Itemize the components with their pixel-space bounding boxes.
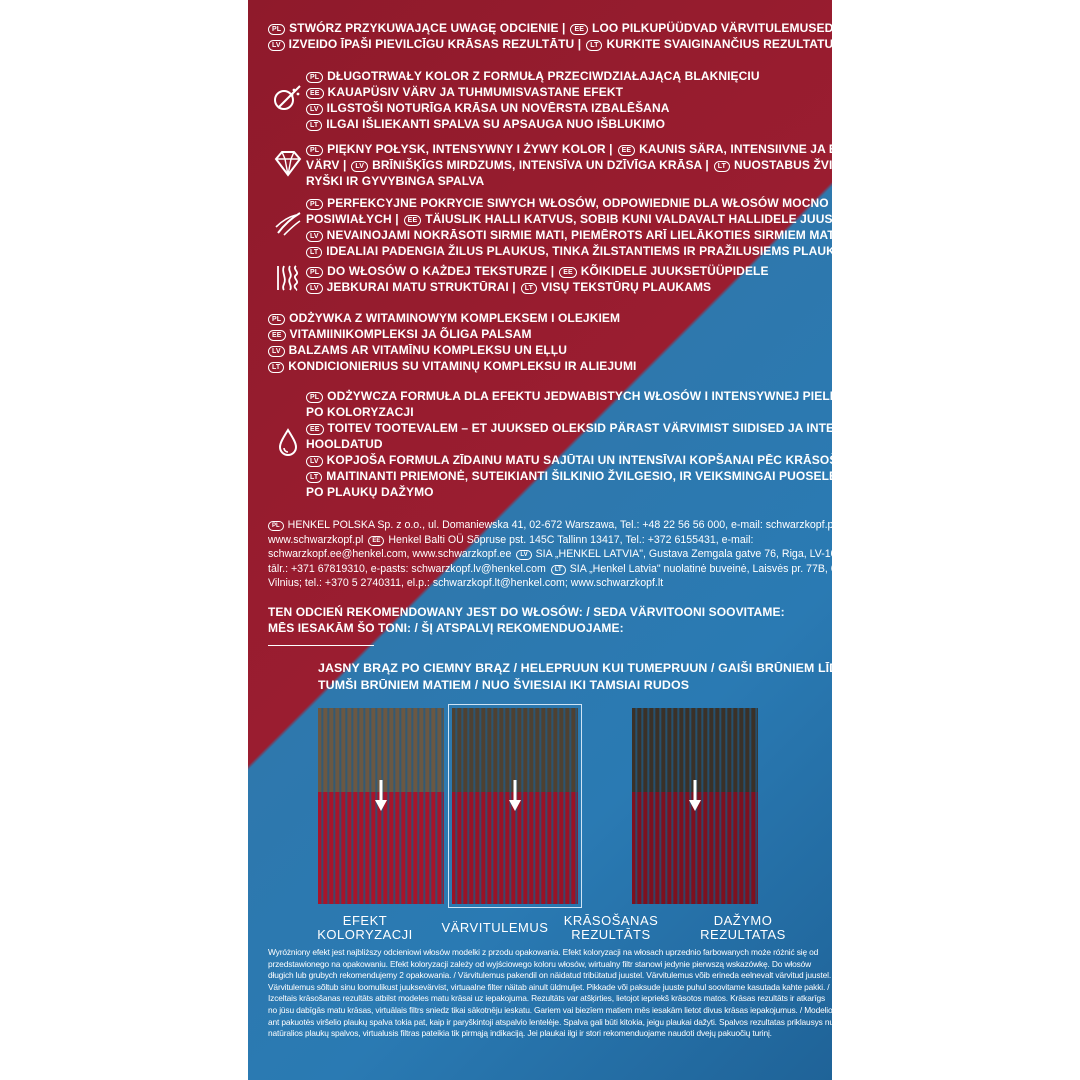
address-line [268,562,861,577]
text-segment: VISŲ TEKSTŪRŲ PLAUKAMS [540,280,712,294]
text-segment: HENKEL POLSKA Sp. z o.o., ul. Domaniewska 41, 02-672 Warszawa, Tel.: +48 22 56 56 000, e-mail: schwarzkopf.pl@henkel.com, [287,519,904,531]
language-badge: EE [268,330,286,341]
feature-line [306,84,765,100]
feature-line [306,141,890,157]
language-badge: LT [586,40,602,51]
headline [268,20,846,52]
language-badge: LT [551,565,566,575]
recommend-heading [268,604,785,636]
feature-line [306,116,765,132]
care-line [306,420,901,436]
drop-icon [270,424,306,460]
care-line [306,484,901,500]
text-segment: NEVAINOJAMI NOKRĀSOTI SIRMIE MATI, PIEMĒROTS ARĪ LIELĀKOTIES SIRMIEM MATIEM | [326,228,864,242]
language-badge: LT [714,161,730,172]
result-label-line: KRĀSOŠANAS [563,913,659,928]
disclaimer-line: Wyróżniony efekt jest najbliższy odcieniowi włosów modelki z przodu opakowania. Efekt koloryzacji na włosach uprzednio farbowanych może różnić się od [268,947,819,957]
language-badge: PL [306,145,323,156]
result-label [548,914,674,942]
text-segment: Henkel Balti OÜ Sõpruse pst. 145C Tallinn 13417, Tel.: +372 6155431, e-mail: [388,533,754,546]
care-line [306,468,901,484]
conditioner-line [268,326,641,342]
feature-line [306,243,869,259]
arrow-down-icon [375,780,387,812]
text-segment: DO WŁOSÓW O KAŻDEJ TEKSTURZE | [327,264,555,278]
recommend-line-2: MĒS IESAKĀM ŠO TONI: / ŠĮ ATSPALVĮ REKOMENDUOJAME: [268,621,624,635]
feature-line [306,227,869,243]
feature-line [306,173,890,189]
language-badge: LV [351,161,368,172]
feature-line [306,195,869,211]
text-segment: MAITINANTI PRIEMONĖ, SUTEIKIANTI ŠILKINIO ŽVILGESIO, IR VEIKSMINGAI PUOSELĖJANTI [326,469,873,483]
text-segment: tālr.: +371 67819310, e-pasts: schwarzkopf.lv@henkel.com [268,562,546,575]
feature-line [306,263,774,279]
language-badge: EE [306,424,324,435]
language-badge: PL [268,314,285,325]
text-segment: NUOSTABUS ŽVILGESYS, [734,158,886,172]
language-badge: EE [559,267,577,278]
text-segment: PO PLAUKŲ DAŽYMO [306,485,434,499]
feature-block [306,141,890,189]
text-segment: Vilnius; tel.: +370 5 2740311, el.p.: schwarzkopf.lt@henkel.com; www.schwarzkopf.lt [268,577,664,590]
care-line [306,388,901,404]
text-segment: SIA „HENKEL LATVIA", Gustava Zemgala gatve 76, Riga, LV-1039, Latvija, [535,548,888,561]
text-segment: ILGAI IŠLIEKANTI SPALVA SU APSAUGA NUO IŠBLUKIMO [326,117,666,131]
result-label-line: KOLORYZACJI [317,927,413,942]
hair-range-line-2: TUMŠI BRŪNIEM MATIEM / NUO ŠVIESIAI IKI TAMSIAI RUDOS [318,678,690,692]
hair-swatch [632,708,758,904]
language-badge: PL [268,521,284,531]
language-badge: PL [306,392,323,403]
conditioner-info [268,310,641,374]
language-badge: PL [268,24,285,35]
text-segment: DŁUGOTRWAŁY KOLOR Z FORMUŁĄ PRZECIWDZIAŁAJĄCĄ BLAKNIĘCIU [327,69,760,83]
disclaimer-line: no jūsu dabīgās matu krāsas, virtuālais filtrs sniedz tikai sākotnēju ieskatu. Gariem vai biezīem matiem mēs iesakām lietot divus krāsas iepakojumus. / Modelio [268,1004,833,1015]
feature-block [306,263,774,295]
result-label [432,921,558,935]
recommend-line-1: TEN ODCIEŃ REKOMENDOWANY JEST DO WŁOSÓW: / SEDA VÄRVITOONI SOOVITAME: [268,605,785,619]
feature-line [306,279,774,295]
language-badge: LT [521,283,537,294]
highlight-frame [448,704,582,908]
text-segment: HOOLDATUD [306,437,383,451]
language-badge: LV [516,550,531,560]
manufacturer-address [268,518,904,591]
language-badge: EE [306,88,324,99]
disclaimer-line: ant pakuotės viršelio plaukų spalva tokia pat, kaip ir paryškintoji atspalvio lentelėje. Spalva gali būti kitokia, jeigu plaukai dažyti. Spalvos rezultatas priklausys nuo [268,1016,839,1027]
conditioner-line [268,358,641,374]
language-badge: PL [306,199,323,210]
language-badge: EE [570,24,588,35]
divider [268,645,374,646]
feature-block [306,68,765,132]
text-segment: VÄRV | [306,158,347,172]
text-segment: POSIWIAŁYCH | [306,212,399,226]
language-badge: EE [618,145,636,156]
language-badge: EE [368,536,384,546]
text-segment: STWÓRZ PRZYKUWAJĄCE UWAGĘ ODCIENIE | [289,21,566,35]
feature-block [306,195,869,259]
text-segment: schwarzkopf.ee@henkel.com, www.schwarzkopf.ee [268,548,512,561]
address-line [268,576,813,591]
result-label [680,914,806,942]
result-label-line: VÄRVITULEMUS [441,920,549,935]
address-line [268,518,904,533]
disclaimer-line: natūralios plaukų spalvos, virtualusis filtras pateikia tik pirmąją indikaciją. Jei plaukai ilgi ir stori rekomenduojame naudoti dvejų pakuočių turinį. [268,1028,772,1039]
language-badge: LT [268,362,284,373]
diamond-shine-icon [270,145,306,181]
text-segment: PIĘKNY POŁYSK, INTENSYWNY I ŻYWY KOLOR | [327,142,613,156]
result-label-line: EFEKT [342,913,388,928]
feature-line [306,100,765,116]
language-badge: LV [268,346,285,357]
headline-line [268,20,846,36]
text-segment: BRĪNIŠĶĪGS MIRDZUMS, INTENSĪVA UN DZĪVĪGA KRĀSA | [372,158,709,172]
feature-line [306,157,890,173]
text-segment: VITAMIINIKOMPLEKSI JA ÕLIGA PALSAM [289,327,532,341]
address-line [268,533,813,548]
disclaimer-line: długich lub grubych rekomendujemy 2 opakowania. / Värvitulemus pakendil on näidatud tribütatud juustel. Värvitulemus võib erineda eelnevalt värvitud juustel. [268,970,832,981]
result-label [302,914,428,942]
grey-coverage-icon [270,205,306,241]
anti-fade-icon [270,80,306,116]
disclaimer-line: Izceltais krāsošanas rezultāts atbilst modeles matu krāsai uz iepakojuma. Rezultāts var atšķirties, lietojot iepriekš krāsotos matos. Krāsas rezultāts ir atkarīgs [268,993,826,1004]
text-segment: LOO PILKUPÜÜDVAD VÄRVITULEMUSED [592,21,834,35]
text-segment: ILGSTOŠI NOTURĪGA KRĀSA UN NOVĒRSTA IZBALĒŠANA [326,101,670,115]
disclaimer-line: Värvitulemus sõltub sinu loomulikust juuksevärvist, virtuaalne filter näitab ainult üldmuljet. Pikkade või paksude juuste puhul soovitame kasutada kahte pakki. / [268,981,830,992]
language-badge: LV [268,40,285,51]
text-segment: TÄIUSLIK HALLI KATVUS, SOBIB KUNI VALDAVALT HALLIDELE JUUSTELE [425,212,864,226]
language-badge: PL [306,267,323,278]
text-segment: ODŻYWCZA FORMUŁA DLA EFEKTU JEDWABISTYCH WŁOSÓW I INTENSYWNEJ PIELĘGNACJI [327,389,884,403]
hair-range [318,660,846,694]
text-segment: www.schwarzkopf.pl [268,533,364,546]
language-badge: LT [306,120,322,131]
language-badge: EE [404,215,422,226]
text-segment: KURKITE SVAIGINANČIUS REZULTATUS [606,37,842,51]
care-line [306,436,901,452]
text-segment: IDEALIAI PADENGIA ŽILUS PLAUKUS, TINKA ŽILSTANTIEMS IR PRAŽILUSIEMS PLAUKAMS [326,244,862,258]
feature-line [306,68,765,84]
text-segment: JEBKURAI MATU STRUKTŪRAI | [326,280,516,294]
care-info [306,388,901,500]
care-line [306,452,901,468]
language-badge: LV [306,231,323,242]
address-line [268,547,888,562]
language-badge: LV [306,104,323,115]
text-segment: KOPJOŠA FORMULA ZĪDAINU MATU SAJŪTAI UN INTENSĪVAI KOPŠANAI PĒC KRĀSOŠANAS [326,453,872,467]
text-segment: SIA „Henkel Latvia" nuolatinė buveinė, Laisvės pr. 77B, 06122 [569,562,861,575]
arrow-down-icon [689,780,701,812]
conditioner-line [268,342,641,358]
disclaimer-line: przedstawionego na opakowaniu. Efekt koloryzacji zależy od wyjściowego koloru włosów, wirtualny filtr stanowi jedynie pierwszą wskazówkę. Do włosów [268,958,812,969]
care-line [306,404,901,420]
text-segment: KONDICIONIERIUS SU VITAMINŲ KOMPLEKSU IR ALIEJUMI [288,359,637,373]
text-segment: RYŠKI IR GYVYBINGA SPALVA [306,174,485,188]
text-segment: PO KOLORYZACJI [306,405,414,419]
text-segment: KAUNIS SÄRA, INTENSIIVNE JA ERK [639,142,855,156]
text-segment: KÕIKIDELE JUUKSETÜÜPIDELE [580,264,769,278]
feature-line [306,211,869,227]
result-label-line: REZULTATAS [700,927,786,942]
language-badge: LV [306,456,323,467]
hair-texture-icon [270,260,306,296]
text-segment: ODŻYWKA Z WITAMINOWYM KOMPLEKSEM I OLEJKIEM [289,311,621,325]
text-segment: IZVEIDO ĪPAŠI PIEVILCĪGU KRĀSAS REZULTĀTU | [288,37,582,51]
text-segment: TOITEV TOOTEVALEM – ET JUUKSED OLEKSID PÄRAST VÄRVIMIST SIIDISED JA INTENSIIVSELT [327,421,897,435]
text-segment: PERFEKCYJNE POKRYCIE SIWYCH WŁOSÓW, ODPOWIEDNIE DLA WŁOSÓW MOCNO [327,196,829,210]
language-badge: LV [306,283,323,294]
text-segment: BALZAMS AR VITAMĪNU KOMPLEKSU UN EĻĻU [288,343,567,357]
result-label-line: REZULTĀTS [571,927,651,942]
product-back-panel [248,0,904,1080]
hair-range-line-1: JASNY BRĄZ PO CIEMNY BRĄZ / HELEPRUUN KUI TUMEPRUUN / GAIŠI BRŪNIEM LĪDZ [318,661,846,675]
headline-line [268,36,846,52]
result-label-line: DAŽYMO [713,913,773,928]
text-segment: KAUAPÜSIV VÄRV JA TUHMUMISVASTANE EFEKT [327,85,624,99]
language-badge: LT [306,247,322,258]
language-badge: LT [306,472,322,483]
language-badge: PL [306,72,323,83]
disclaimer [268,947,839,1040]
conditioner-line [268,310,641,326]
hair-swatch [318,708,444,904]
